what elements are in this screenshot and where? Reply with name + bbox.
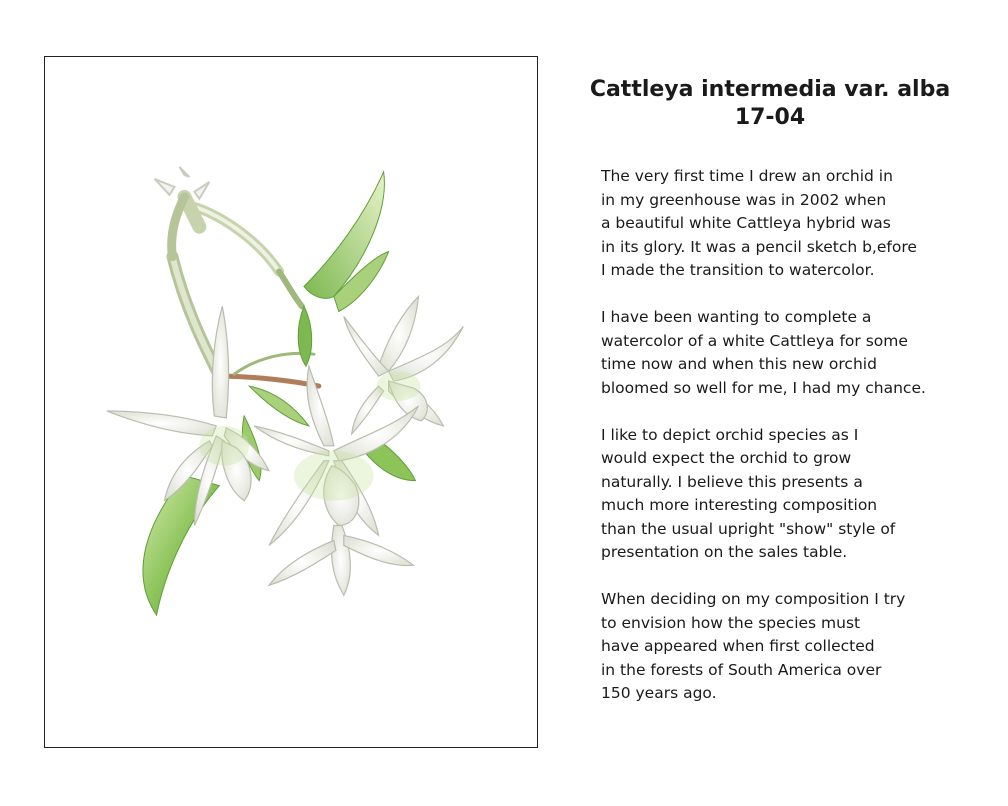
description-line: The very first time I drew an orchid in [601,167,893,185]
title-line-species: Cattleya intermedia var. alba [589,77,951,102]
orchid-flower-upper-right [344,296,464,433]
description-line: would expect the orchid to grow [601,449,852,467]
description-line: in its glory. It was a pencil sketch b,efore [601,237,917,256]
description-line: I have been wanting to complete a [601,308,872,326]
description-paragraph-4 [601,588,981,706]
artwork-description [601,165,981,729]
orchid-painting [45,57,537,747]
artwork-title [560,76,980,132]
description-paragraph-2 [601,306,981,400]
description-line: 150 years ago. [601,684,717,702]
orchid-stems [172,197,319,386]
description-line: in the forests of South America over [601,660,882,679]
title-line-code: 17-04 [734,105,806,130]
description-line: bloomed so well for me, I had my chance. [601,378,926,397]
description-line: time now and when this new orchid [601,355,877,373]
description-line: When deciding on my composition I try [601,590,906,608]
description-line: presentation on the sales table. [601,543,848,561]
description-line: than the usual upright "show" style of [601,519,896,538]
description-line: watercolor of a white Cattleya for some [601,331,908,350]
description-paragraph-3 [601,424,981,565]
description-paragraph-1 [601,165,981,283]
description-line: I made the transition to watercolor. [601,261,875,279]
orchid-flower-lower [269,525,413,595]
artwork-frame [44,56,538,748]
description-line: I like to depict orchid species as I [601,425,859,444]
description-line: much more interesting composition [601,496,878,514]
description-line: naturally. I believe this presents a [601,472,863,491]
description-line: have appeared when first collected [601,637,875,655]
description-line: a beautiful white Cattleya hybrid was [601,214,891,232]
description-line: in my greenhouse was in 2002 when [601,190,887,209]
description-line: to envision how the species must [601,613,861,632]
